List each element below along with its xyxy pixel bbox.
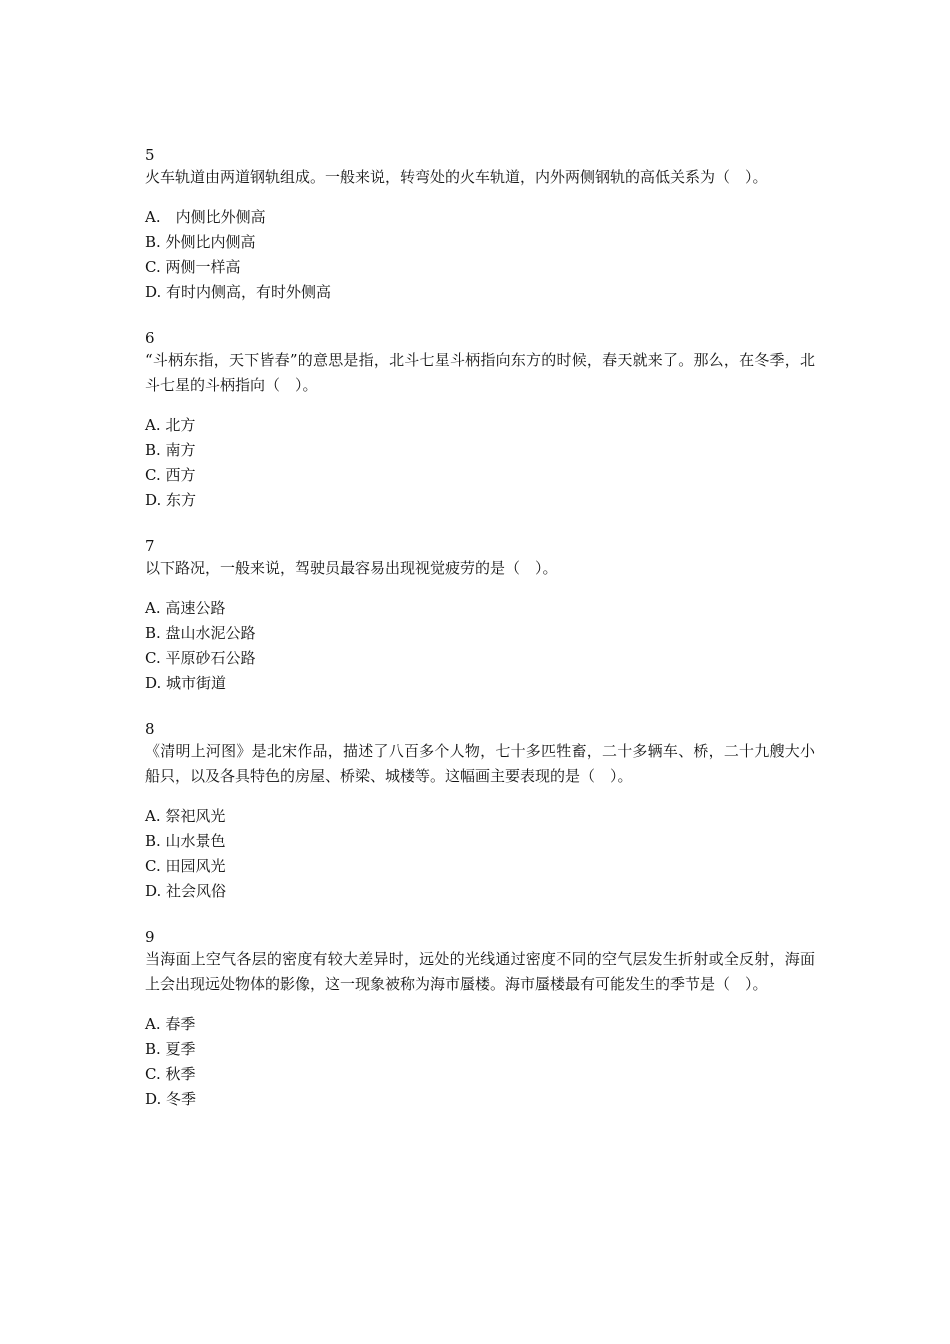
option-d: D. 有时内侧高，有时外侧高 [145, 283, 332, 301]
question-number: 8 [145, 720, 155, 738]
option-c: C. 两侧一样高 [145, 258, 241, 276]
question-7 [145, 536, 815, 696]
question-8 [145, 719, 815, 904]
option-d: D. 城市街道 [145, 674, 227, 692]
document-page [145, 145, 815, 1135]
question-5 [145, 145, 815, 305]
option-b: B. 南方 [145, 441, 196, 459]
question-number: 5 [145, 146, 155, 164]
option-b: B. 山水景色 [145, 832, 226, 850]
option-b: B. 夏季 [145, 1040, 196, 1058]
option-a: A. 春季 [145, 1015, 196, 1033]
option-c: C. 西方 [145, 466, 196, 484]
option-c: C. 平原砂石公路 [145, 649, 256, 667]
question-number: 6 [145, 329, 155, 347]
question-stem: 当海面上空气各层的密度有较大差异时，远处的光线通过密度不同的空气层发生折射或全反射，海面上会出现远处物体的影像，这一现象被称为海市蜃楼。海市蜃楼最有可能发生的季节是（ ）。 [145, 950, 815, 993]
option-b: B. 盘山水泥公路 [145, 624, 256, 642]
question-number: 7 [145, 537, 155, 555]
question-number: 9 [145, 928, 155, 946]
question-9 [145, 927, 815, 1112]
option-c: C. 秋季 [145, 1065, 196, 1083]
option-d: D. 东方 [145, 491, 197, 509]
question-stem: “斗柄东指，天下皆春”的意思是指，北斗七星斗柄指向东方的时候，春天就来了。那么，在冬季，北斗七星的斗柄指向（ ）。 [145, 351, 815, 394]
question-stem: 火车轨道由两道钢轨组成。一般来说，转弯处的火车轨道，内外两侧钢轨的高低关系为（ ）。 [145, 168, 768, 186]
question-stem: 以下路况，一般来说，驾驶员最容易出现视觉疲劳的是（ ）。 [145, 559, 558, 577]
option-a: A. 北方 [145, 416, 196, 434]
question-6 [145, 328, 815, 513]
option-c: C. 田园风光 [145, 857, 226, 875]
question-stem: 《清明上河图》是北宋作品，描述了八百多个人物，七十多匹牲畜，二十多辆车、桥，二十九艘大小船只，以及各具特色的房屋、桥梁、城楼等。这幅画主要表现的是（ ）。 [145, 742, 815, 785]
option-d: D. 社会风俗 [145, 882, 227, 900]
option-b: B. 外侧比内侧高 [145, 233, 256, 251]
option-d: D. 冬季 [145, 1090, 197, 1108]
option-a: A. 祭祀风光 [145, 807, 226, 825]
option-a: A. 内侧比外侧高 [145, 208, 266, 226]
option-a: A. 高速公路 [145, 599, 226, 617]
